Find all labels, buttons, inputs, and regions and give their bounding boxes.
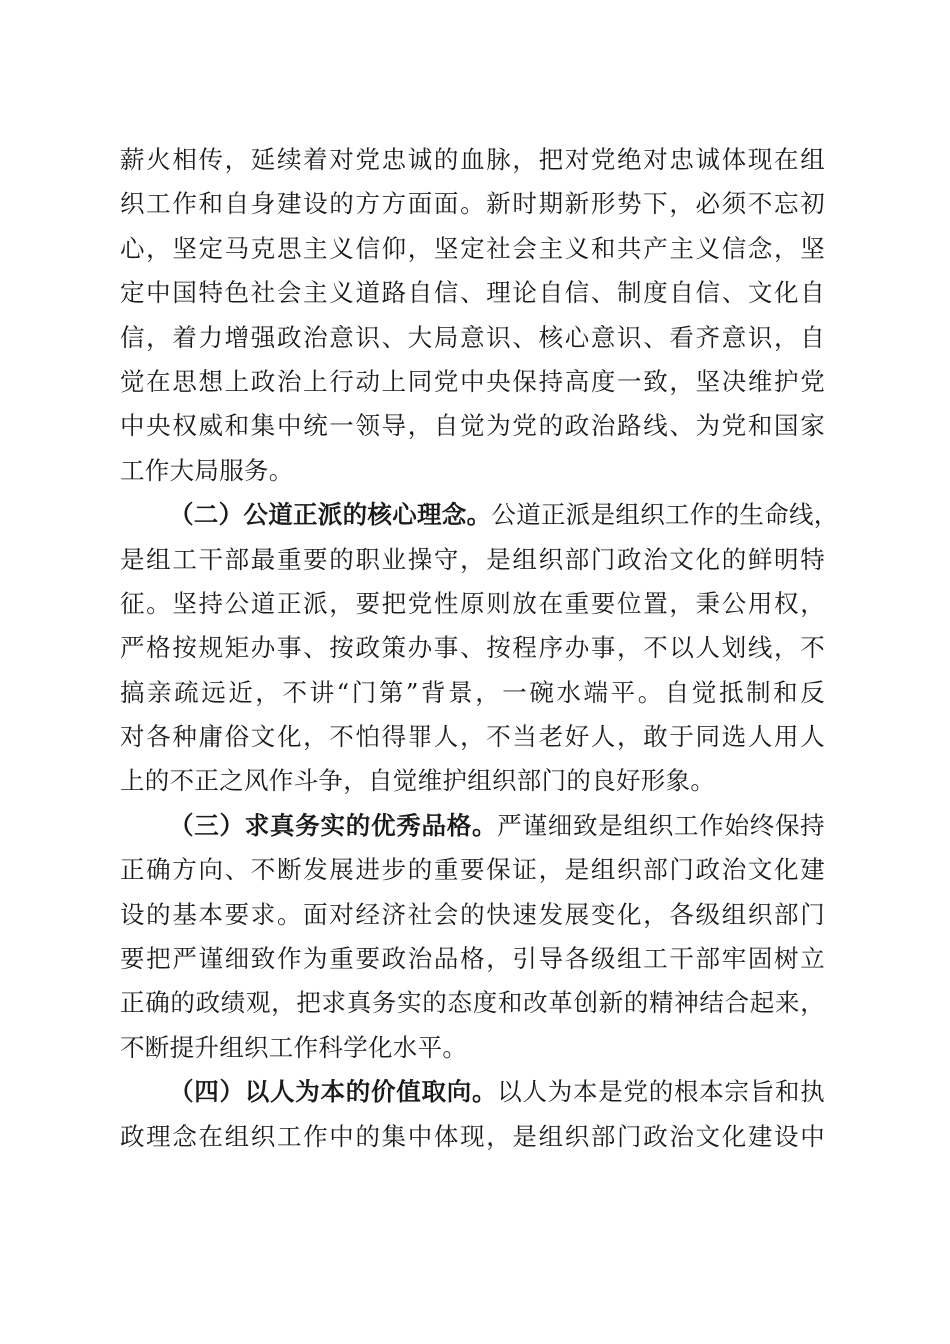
- paragraph-3: [120, 804, 825, 1070]
- text-line: 薪火相传，延续着对党忠诚的血脉，把对党绝对忠诚体现在组: [120, 145, 825, 174]
- text-line: 上的不正之风作斗争，自觉维护组织部门的良好形象。: [120, 766, 716, 796]
- paragraph-1: [120, 138, 825, 493]
- paragraph-first-line: [120, 804, 825, 848]
- section-heading: （二）公道正派的核心理念。: [169, 500, 492, 530]
- text-line: 正确方向、不断发展进步的重要保证，是组织部门政治文化建: [120, 855, 825, 885]
- paragraph-4: [120, 1070, 825, 1159]
- document-body: [120, 138, 839, 1159]
- text-line: 工作大局服务。: [120, 455, 294, 485]
- text-line: 严格按规矩办事、按政策办事、按程序办事，不以人划线，不: [120, 633, 825, 663]
- paragraph-2: [120, 493, 839, 804]
- text-line: 织工作和自身建设的方方面面。新时期新形势下，必须不忘初: [120, 189, 825, 219]
- text-line: 正确的政绩观，把求真务实的态度和改革创新的精神结合起来，: [120, 988, 825, 1018]
- text-line: 信，着力增强政治意识、大局意识、核心意识、看齐意识，自: [120, 322, 825, 352]
- text-line: 中央权威和集中统一领导，自觉为党的政治路线、为党和国家: [120, 411, 825, 441]
- section-heading: （三）求真务实的优秀品格。: [169, 810, 498, 840]
- text-line: 对各种庸俗文化，不怕得罪人，不当老好人，敢于同选人用人: [120, 722, 825, 752]
- text-span: 严谨细致是组织工作始终保持: [497, 810, 825, 840]
- text-line: 征。坚持公道正派，要把党性原则放在重要位置，秉公用权，: [120, 588, 825, 618]
- text-span: 以人为本是党的根本宗旨和执: [497, 1077, 825, 1107]
- text-line: 定中国特色社会主义道路自信、理论自信、制度自信、文化自: [120, 278, 825, 308]
- text-line: 心，坚定马克思主义信仰，坚定社会主义和共产主义信念，坚: [120, 233, 825, 263]
- text-span: 公道正派是组织工作的生命线，: [491, 500, 839, 530]
- text-line: 政理念在组织工作中的集中体现，是组织部门政治文化建设中: [120, 1121, 825, 1151]
- text-line: 搞亲疏远近，不讲“门第”背景，一碗水端平。自觉抵制和反: [120, 677, 825, 707]
- paragraph-first-line: [120, 1070, 825, 1114]
- text-line: 设的基本要求。面对经济社会的快速发展变化，各级组织部门: [120, 899, 825, 929]
- text-line: 觉在思想上政治上行动上同党中央保持高度一致，坚决维护党: [120, 366, 825, 396]
- paragraph-first-line: [120, 493, 839, 537]
- text-line: 不断提升组织工作科学化水平。: [120, 1032, 468, 1062]
- section-heading: （四）以人为本的价值取向。: [169, 1077, 498, 1107]
- text-line: 要把严谨细致作为重要政治品格，引导各级组工干部牢固树立: [120, 944, 825, 974]
- text-line: 是组工干部最重要的职业操守，是组织部门政治文化的鲜明特: [120, 544, 825, 574]
